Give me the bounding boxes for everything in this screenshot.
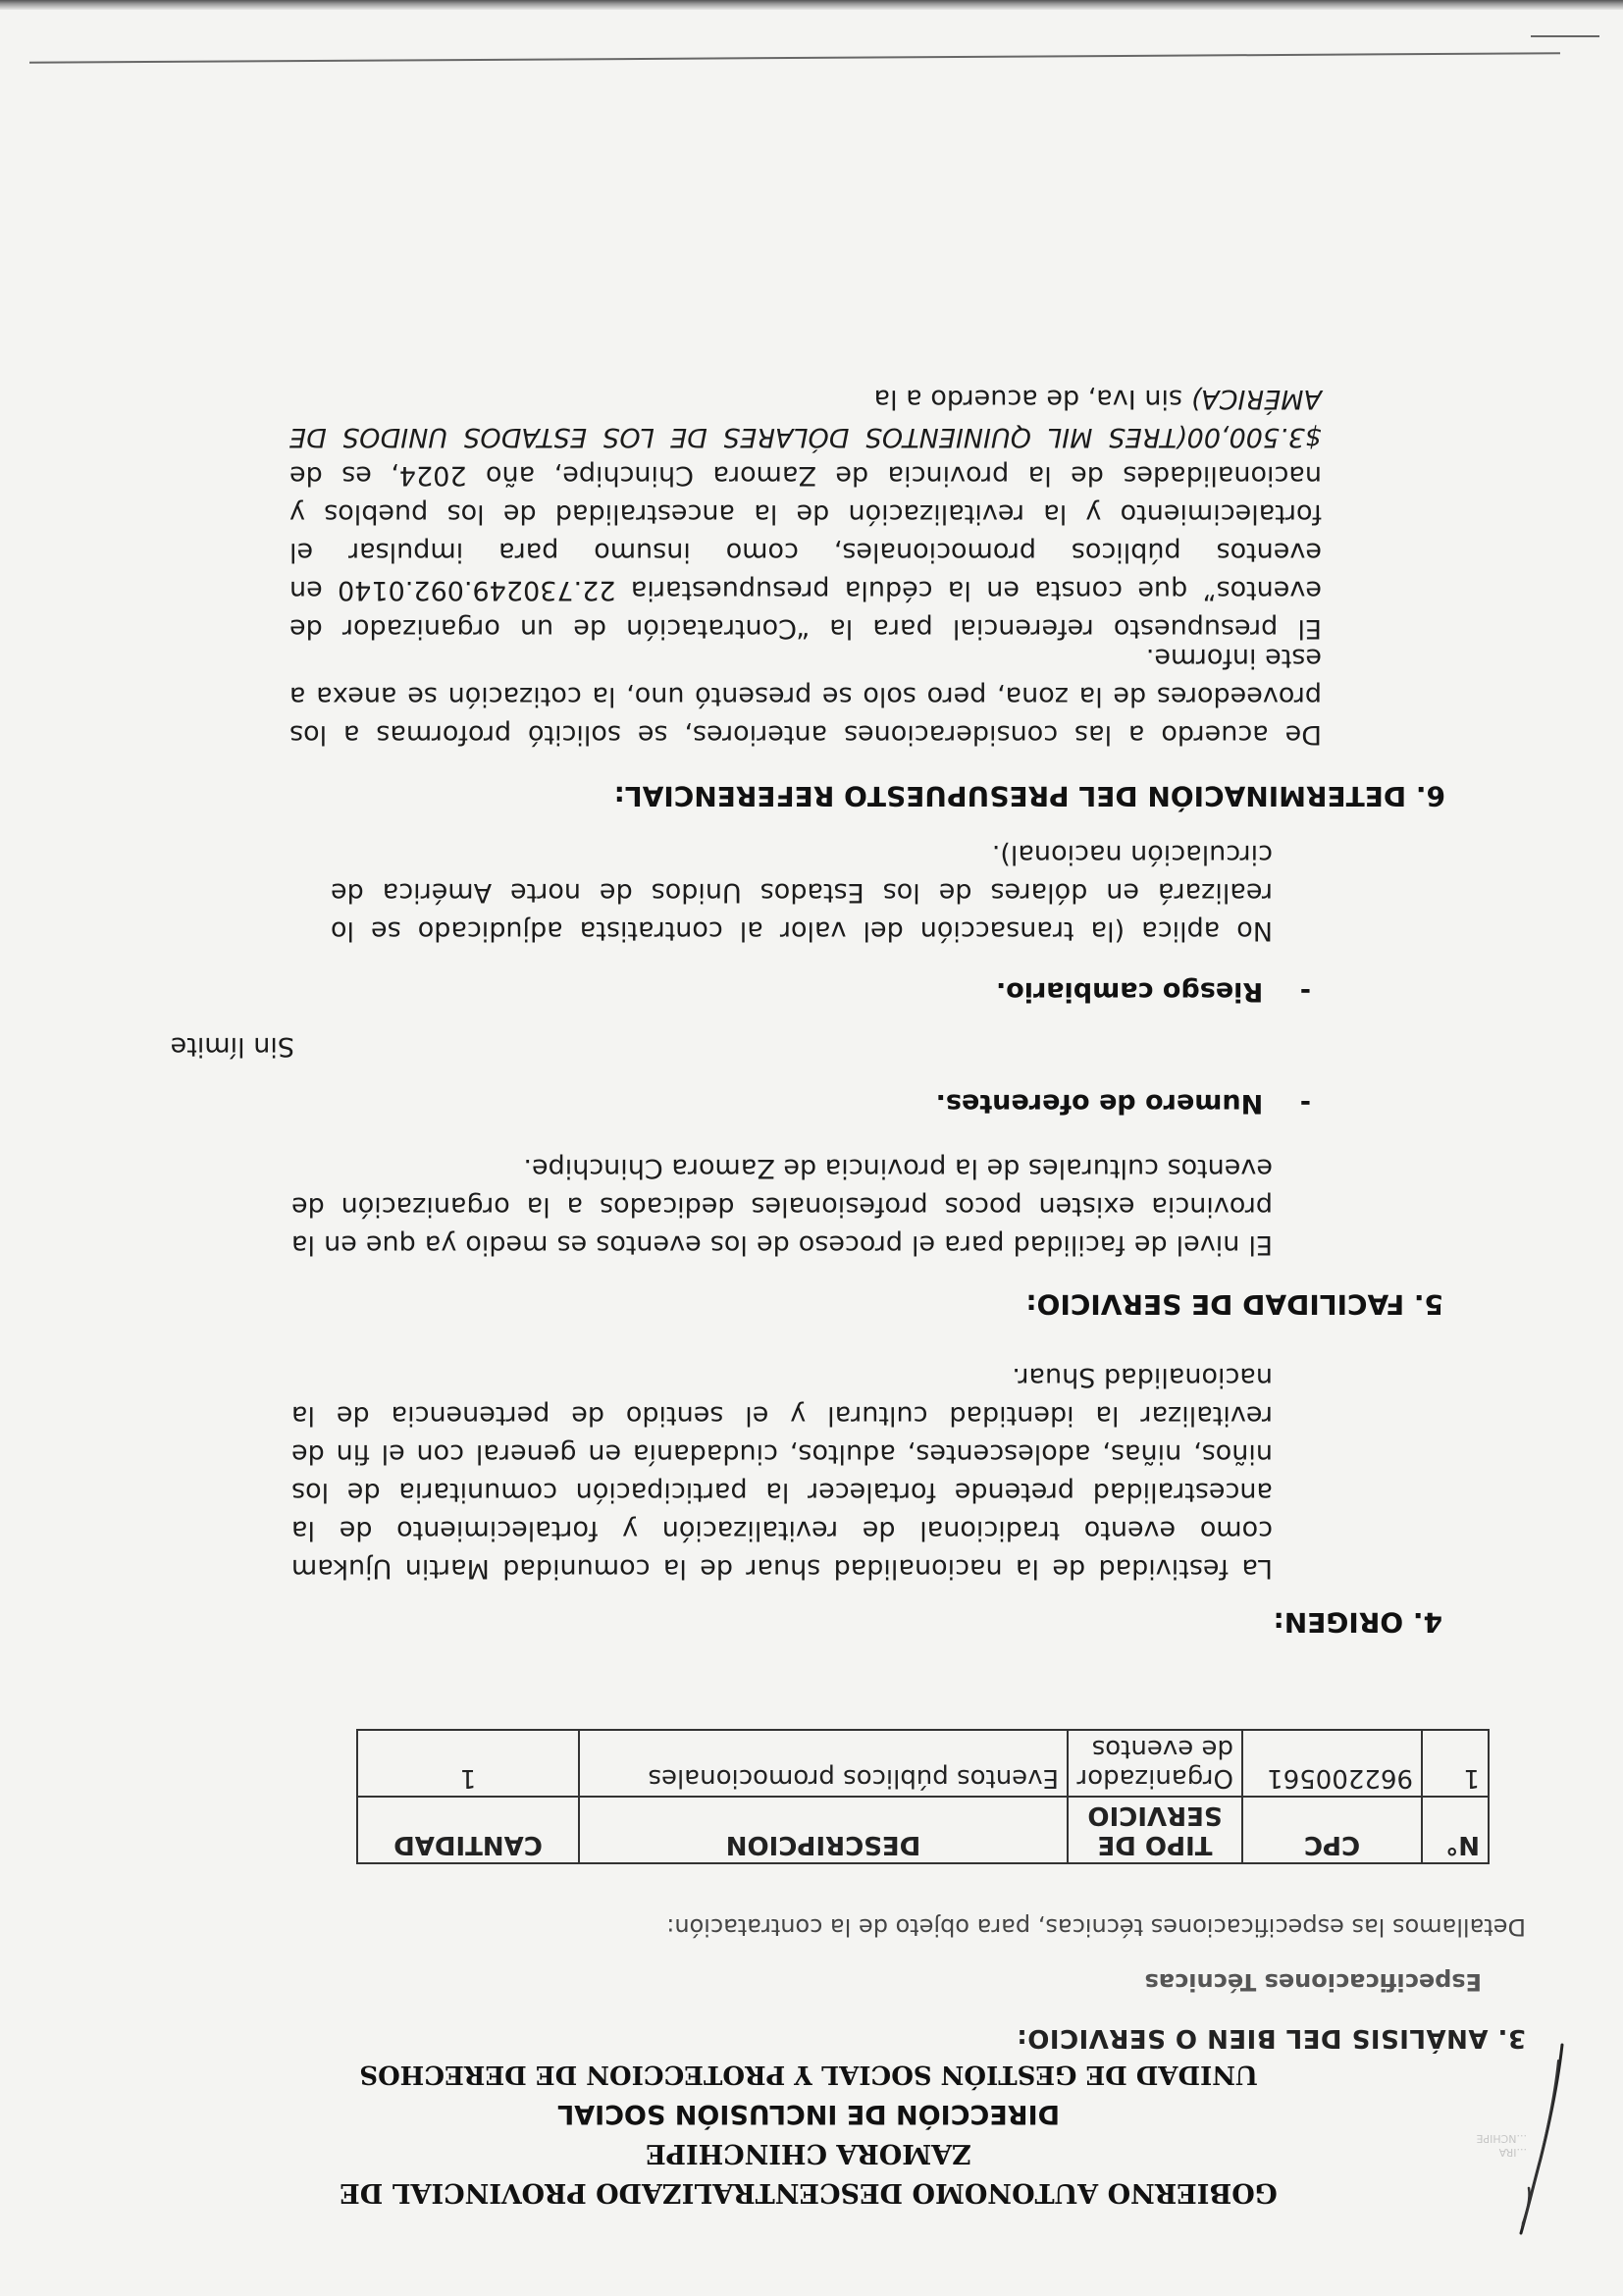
- section-6-body-1: De acuerdo a las consideraciones anteriores, se solicitó proformas a los proveedores de la zona, pero solo se presentó uno, la cotización se anexa a este informe.: [289, 643, 1322, 750]
- header-direction: DIRECCIÓN DE INCLUSIÓN SOCIAL: [557, 2099, 1060, 2129]
- col-header-service-type: TIPO DE SERVICIO: [1068, 1797, 1242, 1863]
- cell-number: 1: [1422, 1730, 1489, 1797]
- col-header-cpc: CPC: [1242, 1797, 1422, 1863]
- budget-text-end: sin Iva, de acuerdo a la: [873, 384, 1191, 414]
- bullet-riesgo: [996, 976, 1311, 1007]
- cell-quantity: 1: [357, 1730, 579, 1797]
- document-header: [318, 2055, 1299, 2212]
- section-3-heading: 3. ANÁLISIS DEL BIEN O SERVICIO:: [1016, 2023, 1526, 2053]
- bullet-dash: -: [1263, 1088, 1311, 1119]
- cell-cpc: 962200561: [1242, 1730, 1422, 1797]
- spec-title: Especificaciones Técnicas: [1144, 1968, 1482, 1996]
- section-6-body-2: [289, 380, 1322, 648]
- handwritten-signature-mark: [1511, 2041, 1580, 2237]
- faded-stamp: ...IRA ...NCHIPE: [1476, 2132, 1527, 2159]
- spec-description: Detallamos las especificaciones técnicas, para objeto de la contratación:: [666, 1913, 1526, 1941]
- cell-service-type: Organizador de eventos: [1068, 1730, 1242, 1797]
- budget-amount: $3.500,00(TRES MIL QUINIENTOS DÓLARES DE LOS ESTADOS UNIDOS DE AMÉRICA): [289, 384, 1322, 452]
- col-header-quantity: CANTIDAD: [357, 1797, 579, 1863]
- bullet-dash: -: [1263, 976, 1311, 1007]
- cell-description: Eventos públicos promocionales: [579, 1730, 1068, 1797]
- table-row: [357, 1730, 1489, 1797]
- header-institution: GOBIERNO AUTONOMO DESCENTRALIZADO PROVINCIAL DE ZAMORA CHINCHIPE: [340, 2138, 1278, 2208]
- riesgo-label: Riesgo cambiario.: [995, 976, 1264, 1007]
- riesgo-body: No aplica (la transacción del valor al contratista adjudicado se lo realizará en dólares de los Estados Unidos de norte América de circulación nacional).: [331, 839, 1273, 946]
- section-6-heading: 6. DETERMINACIÓN DEL PRESUPUESTO REFERENCIAL:: [613, 780, 1445, 812]
- section-5-body: El nivel de facilidad para el proceso de los eventos es medio ya que en la provincia existen pocos profesionales dedicados a la organización de eventos culturales de la provincia de Zamora Chinchipe.: [291, 1153, 1273, 1260]
- col-header-description: DESCRIPCION: [579, 1797, 1068, 1863]
- oferentes-label: Numero de oferentes.: [935, 1088, 1264, 1119]
- items-table: [356, 1729, 1490, 1864]
- oferentes-value: Sin límite: [170, 1031, 294, 1062]
- col-header-number: N°: [1422, 1797, 1489, 1863]
- table-header-row: [357, 1797, 1489, 1863]
- budget-text: El presupuesto referencial para la “Contratación de un organizador de eventos” que consta en la cédula presupuestaria 22.730249.092.0140 en eventos públicos promocionales, como insumo para impulsar el fortalecimiento y la revitalización de la ancestralidad de los pueblos y nacionalidades de la provincia de Zamora Chinchipe, año 2024, es de: [289, 460, 1322, 644]
- section-4-body: La festividad de la nacionalidad shuar de la comunidad Martin Ujukam como evento tradicional de revitalización y fortalecimiento de la ancestralidad pretende fortalecer la participación comunitaria de los niños, niñas, adolescentes, adultos, ciudadanía en general con el fin de revitalizar la identidad cultural y el sentido de pertenencia de la nacionalidad Shuar.: [291, 1362, 1273, 1584]
- header-unit: UNIDAD DE GESTIÓN SOCIAL Y PROTECCION DE DERECHOS: [359, 2060, 1258, 2089]
- section-5-heading: 5. FACILIDAD DE SERVICIO:: [1025, 1288, 1443, 1321]
- section-4-heading: 4. ORIGEN:: [1273, 1606, 1442, 1639]
- bullet-oferentes: [936, 1088, 1311, 1119]
